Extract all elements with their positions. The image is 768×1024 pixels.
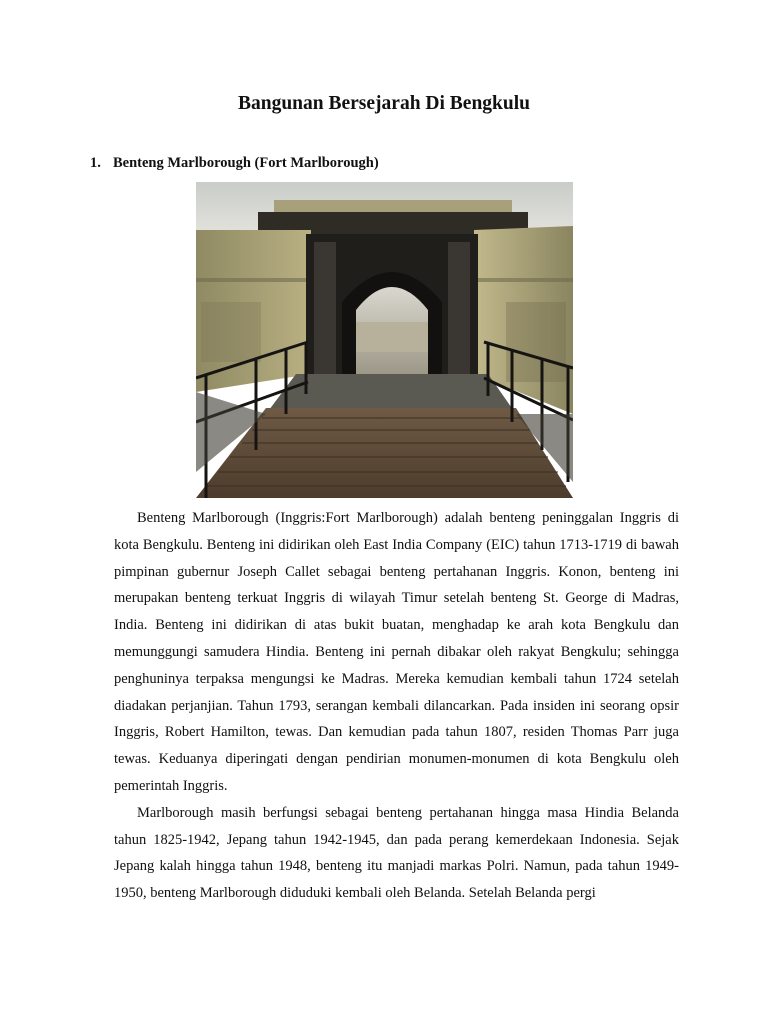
fort-marlborough-photo xyxy=(196,182,573,498)
section-heading xyxy=(90,155,379,172)
page-title: Bangunan Bersejarah Di Bengkulu xyxy=(237,93,531,114)
fort-photo-illustration xyxy=(196,182,573,498)
body-text xyxy=(114,505,679,907)
paragraph: Marlborough masih berfungsi sebagai benteng pertahanan hingga masa Hindia Belanda tahun 1825-1942, Jepang tahun 1942-1945, dan pada perang kemerdekaan Indonesia. Sejak Jepang kalah hingga tahun 1948, benteng itu manjadi markas Polri. Namun, pada tahun 1949-1950, benteng Marlborough diduduki kembali oleh Belanda. Setelah Belanda pergi xyxy=(114,804,679,902)
section-number: 1. xyxy=(90,155,101,171)
paragraph: Benteng Marlborough (Inggris:Fort Marlborough) adalah benteng peninggalan Inggris di kota Bengkulu. Benteng ini didirikan oleh East India Company (EIC) tahun 1713-1719 di bawah pimpinan gubernur Joseph Callet sebagai benteng pertahanan Inggris. Konon, benteng ini merupakan benteng terkuat Inggris di wilayah Timur setelah benteng St. George di Madras, India. Benteng ini didirikan di atas bukit buatan, menghadap ke arah kota Bengkulu dan memunggungi samudera Hindia. Benteng ini pernah dibakar oleh rakyat Bengkulu; sehingga penghuninya terpaksa mengungsi ke Madras. Mereka kemudian kembali tahun 1724 setelah diadakan perjanjian. Tahun 1793, serangan kembali dilancarkan. Pada insiden ini seorang opsir Inggris, Robert Hamilton, tewas. Dan kemudian pada tahun 1807, residen Thomas Parr juga tewas. Keduanya diperingati dengan pendirian monumen-monumen di kota Bengkulu oleh pemerintah Inggris. xyxy=(114,510,679,794)
section-title: Benteng Marlborough (Fort Marlborough) xyxy=(113,155,379,171)
